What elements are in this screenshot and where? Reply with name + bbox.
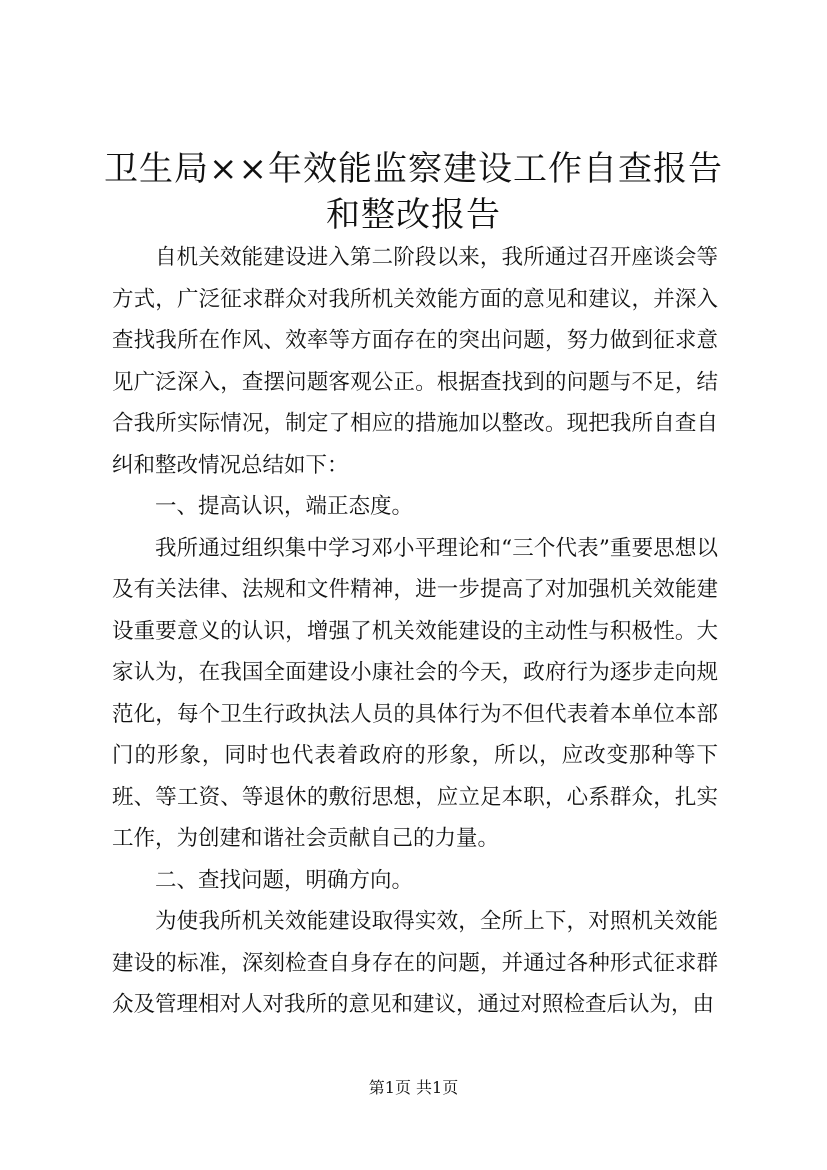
section-heading-2: 二、查找问题，明确方向。 bbox=[155, 867, 414, 893]
paragraph-section-2: 为使我所机关效能建设取得实效，全所上下，对照机关效能建设的标准，深刻检查自身存在的问题，并通过各种形式征求群众及管理相对人对我所的意见和建议，通过对照检查后认为，由 bbox=[112, 909, 718, 1017]
document-body bbox=[112, 237, 718, 1026]
section-heading-1: 一、提高认识，端正态度。 bbox=[155, 494, 414, 519]
paragraph-section-1: 我所通过组织集中学习邓小平理论和“三个代表”重要思想以及有关法律、法规和文件精神，进一步提高了对加强机关效能建设重要意义的认识，增强了机关效能建设的主动性与积极性。大家认为，在我国全面建设小康社会的今天，政府行为逐步走向规范化，每个卫生行政执法人员的具体行为不但代表着本单位本部门的形象，同时也代表着政府的形象，所以，应改变那种等下班、等工资、等退休的敷衍思想，应立足本职，心系群众，扎实工作，为创建和谐社会贡献自己的力量。 bbox=[112, 535, 718, 851]
document-title: 卫生局××年效能监察建设工作自查报告和整改报告 bbox=[104, 149, 723, 235]
paragraph-intro: 自机关效能建设进入第二阶段以来，我所通过召开座谈会等方式，广泛征求群众对我所机关效能方面的意见和建议，并深入查找我所在作风、效率等方面存在的突出问题，努力做到征求意见广泛深入，查摆问题客观公正。根据查找到的问题与不足，结合我所实际情况，制定了相应的措施加以整改。现把我所自查自纠和整改情况总结如下： bbox=[112, 245, 718, 478]
page-footer: 第1页 共1页 bbox=[368, 1078, 459, 1097]
